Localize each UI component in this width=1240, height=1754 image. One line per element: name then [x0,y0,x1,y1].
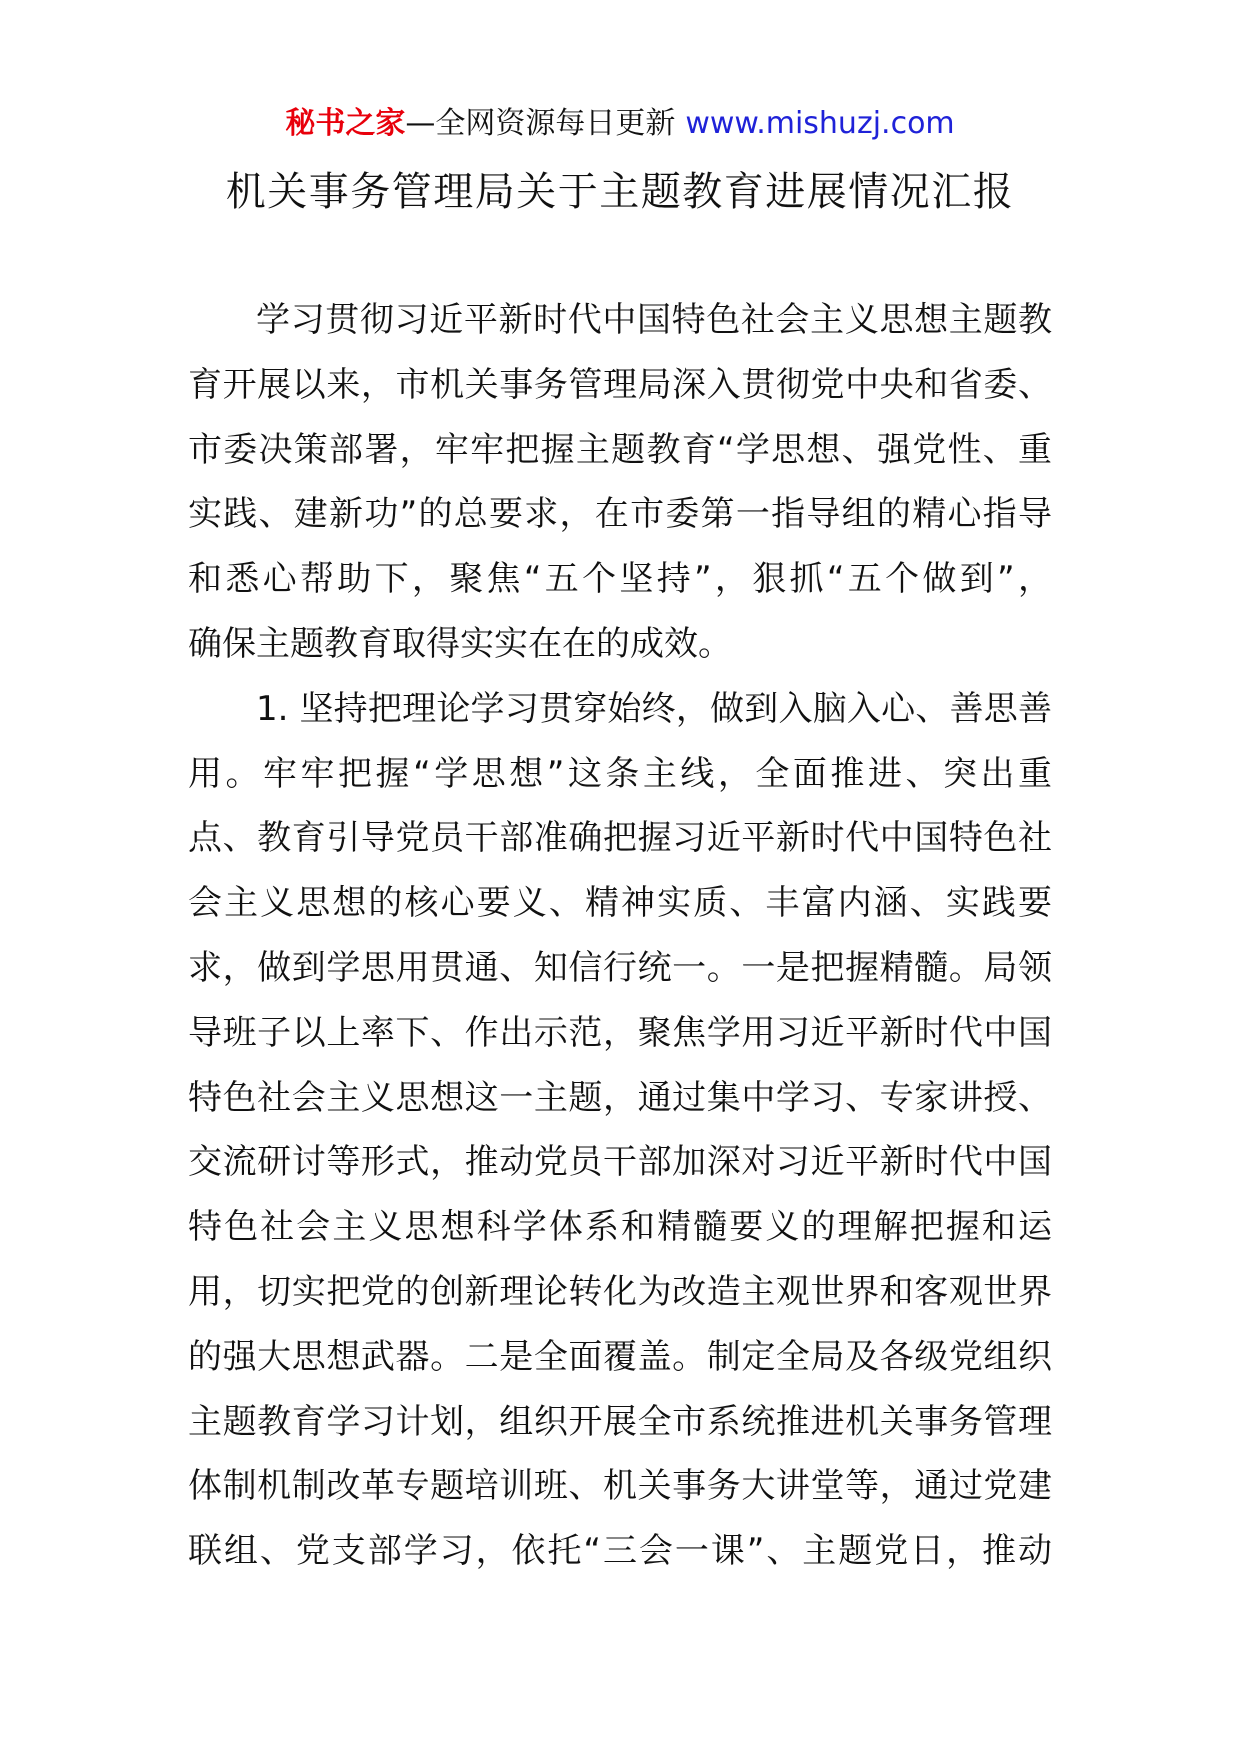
body-line: 交流研讨等形式，推动党员干部加深对习近平新时代中国 [188,1142,1052,1183]
body-line: 主题教育学习计划，组织开展全市系统推进机关事务管理 [188,1401,1052,1442]
document-title: 机关事务管理局关于主题教育进展情况汇报 [225,169,1015,215]
paragraph-intro [188,288,1052,677]
body-line: 联组、党支部学习，依托“三会一课”、主题党日，推动 [188,1531,1052,1572]
body-line: 用。牢牢把握“学思想”这条主线，全面推进、突出重 [188,753,1052,794]
body-line: 体制机制改革专题培训班、机关事务大讲堂等，通过党建 [188,1466,1052,1507]
body-line: 特色社会主义思想这一主题，通过集中学习、专家讲授、 [188,1077,1052,1118]
body-line: 市委决策部署，牢牢把握主题教育“学思想、强党性、重 [188,429,1052,470]
body-line: 1. 坚持把理论学习贯穿始终，做到入脑入心、善思善 [256,688,1052,729]
body-line: 特色社会主义思想科学体系和精髓要义的理解把握和运 [188,1207,1052,1248]
body-line: 导班子以上率下、作出示范，聚焦学用习近平新时代中国 [188,1012,1052,1053]
document-body [188,288,1052,1584]
body-line: 实践、建新功”的总要求，在市委第一指导组的精心指导 [188,494,1052,535]
body-line: 确保主题教育取得实实在在的成效。 [188,623,732,664]
body-line: 用，切实把党的创新理论转化为改造主观世界和客观世界 [188,1271,1052,1312]
site-url-link[interactable]: www.mishuzj.com [685,106,955,141]
body-line: 点、教育引导党员干部准确把握习近平新时代中国特色社 [188,818,1052,859]
banner-tagline: —全网资源每日更新 [405,106,676,141]
paragraph-section-1 [188,677,1052,1584]
body-line: 会主义思想的核心要义、精神实质、丰富内涵、实践要 [188,883,1052,924]
site-banner [0,103,1240,145]
body-line: 的强大思想武器。二是全面覆盖。制定全局及各级党组织 [188,1336,1052,1377]
body-line: 求，做到学思用贯通、知信行统一。一是把握精髓。局领 [188,947,1052,988]
body-line: 和悉心帮助下，聚焦“五个坚持”，狠抓“五个做到”， [188,559,1052,600]
body-line: 学习贯彻习近平新时代中国特色社会主义思想主题教 [256,300,1052,340]
body-line: 育开展以来，市机关事务管理局深入贯彻党中央和省委、 [188,364,1052,405]
brand-name: 秘书之家 [285,106,406,141]
